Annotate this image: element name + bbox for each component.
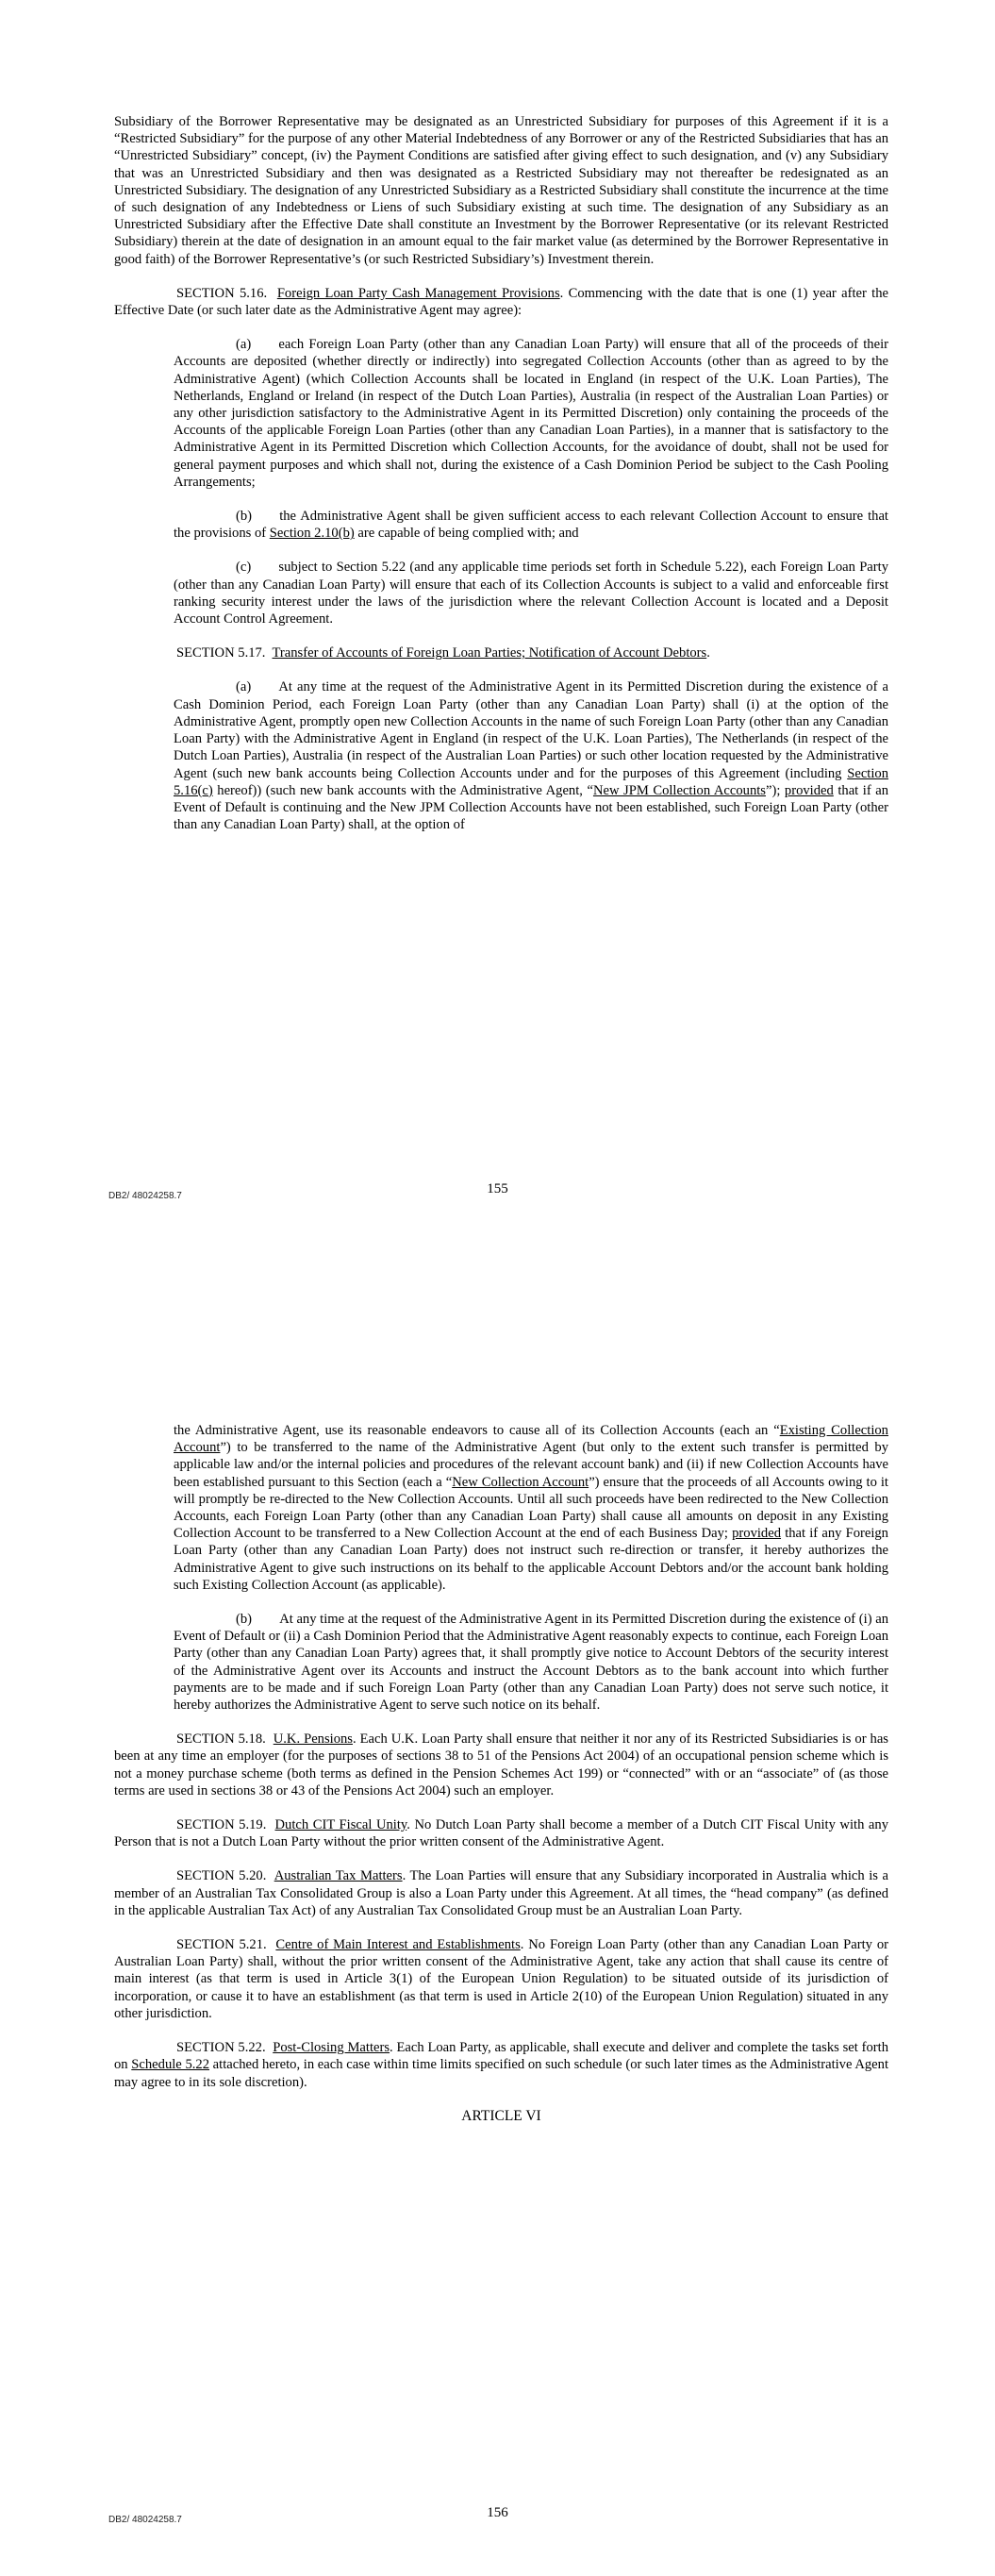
section-number: SECTION 5.18.	[176, 1731, 266, 1748]
section-title: Centre of Main Interest and Establishments	[275, 1937, 521, 1953]
page-156-body	[114, 1422, 888, 2142]
schedule-reference-link: Schedule 5.22	[131, 2057, 209, 2073]
section-5-21	[114, 1936, 888, 2022]
section-title: Dutch CIT Fiscal Unity	[274, 1817, 407, 1833]
section-5-16	[114, 285, 888, 319]
section-5-19	[114, 1816, 888, 1850]
paragraph-continuation: Subsidiary of the Borrower Representative may be designated as an Unrestricted Subsidiary for purposes of this Agreement if it is a “Restricted Subsidiary” for the purpose of any other Material Indebtedness of any Borrower or any of the Restricted Subsidiaries that has an “Unrestricted Subsidiary” concept, (iv) the Payment Conditions are satisfied after giving effect to such designation, and (v) any Subsidiary that was an Unrestricted Subsidiary and then was designated as a Restricted Subsidiary may not thereafter be redesignated as an Unrestricted Subsidiary. The designation of any Unrestricted Subsidiary as a Restricted Subsidiary shall constitute the incurrence at the time of such designation of any Indebtedness or Liens of such Subsidiary existing at such time. The designation of any Subsidiary as an Unrestricted Subsidiary after the Effective Date shall constitute an Investment by the Borrower Representative (or its relevant Restricted Subsidiary) therein at the date of designation in an amount equal to the fair market value (as determined by the Borrower Representative in good faith) of the Borrower Representative’s (or such Restricted Subsidiary’s) Investment therein.	[114, 114, 888, 267]
page-155-body	[114, 113, 888, 850]
article-heading: ARTICLE VI	[461, 2107, 541, 2124]
section-number: SECTION 5.19.	[176, 1817, 267, 1833]
clause-text: ”);	[765, 782, 785, 798]
page-number: 156	[487, 2505, 508, 2520]
section-number: SECTION 5.16.	[176, 285, 268, 301]
clause-text: the Administrative Agent, use its reasonable endeavors to cause all of its Collection Accounts (each an “	[174, 1423, 780, 1438]
section-number: SECTION 5.17.	[176, 645, 266, 661]
page-number: 155	[487, 1181, 508, 1196]
section-title: U.K. Pensions	[273, 1731, 353, 1748]
clause-5-16-a: (a) each Foreign Loan Party (other than any Canadian Loan Party) will ensure that all of the proceeds of their Accounts are deposited (whether directly or indirectly) into segregated Collection Accounts (other than as agreed to by the Administrative Agent) (which Collection Accounts shall be located in England (in respect of the U.K. Loan Parties), The Netherlands, England or Ireland (in respect of the Dutch Loan Parties), Australia (in respect of the Australian Loan Parties) or any other jurisdiction satisfactory to the Administrative Agent in its Permitted Discretion) only containing the proceeds of the Accounts of the applicable Foreign Loan Parties (other than any Canadian Loan Parties), in a manner that is satisfactory to the Administrative Agent in its Permitted Discretion which Collection Accounts, for the avoidance of doubt, shall not be used for general payment purposes and which shall not, during the existence of a Cash Dominion Period be subject to the Cash Pooling Arrangements;	[174, 337, 888, 490]
section-text: . Commencing with the date that is one (1) year after the Effective Date (or such later date as the Administrative Agent may agree):	[114, 285, 889, 319]
section-number: SECTION 5.22.	[176, 2040, 266, 2056]
section-5-20	[114, 1867, 888, 1919]
section-title: Post-Closing Matters	[273, 2040, 390, 2056]
clause-text: ”) ensure that the proceeds of all Accounts owing to it will promptly be re-directed to the New Collection Accounts. Until all such proceeds have been redirected to the New Collection Accounts, each Foreign Loan Party (other than any Canadian Loan Party) shall cause all amounts on deposit in any Existing Collection Account to be transferred to a New Collection Account at the end of each Business Day;	[174, 1474, 888, 1542]
section-text: . Each Loan Party, as applicable, shall execute and deliver and complete the tasks set forth on	[114, 2040, 888, 2073]
section-title: Transfer of Accounts of Foreign Loan Parties; Notification of Account Debtors	[272, 645, 707, 661]
document-page-156	[0, 1288, 995, 2576]
defined-term: New JPM Collection Accounts	[592, 782, 766, 798]
section-text: . No Foreign Loan Party (other than any Canadian Loan Party or Australian Loan Party) shall, without the prior written consent of the Administrative Agent, take any action that shall cause its centre of main interest (as that term is used in Article 3(1) of the European Union Regulation) to be situated outside of its jurisdiction of incorporation, or cause it to have an establishment (as that term is used in Article 2(10) of the European Union Regulation) situated in any other jurisdiction.	[114, 1937, 888, 2021]
section-reference-link: Section 5.16(c)	[174, 765, 888, 798]
clause-text: ”) to be transferred to the name of the Administrative Agent (but only to the extent such transfer is permitted by applicable law and/or the internal policies and procedures of the relevant account bank) and (ii) if new Collection Accounts have been established pursuant to this Section (each a “	[174, 1440, 888, 1490]
clause-text: hereof)) (such new bank accounts with the Administrative Agent, “	[212, 782, 593, 798]
section-reference-link: Section 2.10(b)	[269, 526, 355, 542]
clause-text: (a) At any time at the request of the Administrative Agent in its Permitted Discretion during the existence of a Cash Dominion Period, each Foreign Loan Party (other than any Canadian Loan Party) shall (i) at the option of the Administrative Agent, promptly open new Collection Accounts in the name of such Foreign Loan Party (other than any Canadian Loan Party) with the Administrative Agent in England (in respect of the U.K. Loan Parties), The Netherlands (in respect of the Dutch Loan Parties), Australia (in respect of the Australian Loan Parties) or such other location requested by the Administrative Agent (such new bank accounts being Collection Accounts under and for the purposes of this Agreement (including	[174, 679, 888, 781]
clause-5-17-a-continuation	[174, 1422, 888, 1594]
clause-5-16-b	[174, 508, 888, 542]
clause-5-17-a	[174, 678, 888, 833]
section-text: . No Dutch Loan Party shall become a member of a Dutch CIT Fiscal Unity with any Person that is not a Dutch Loan Party without the prior written consent of the Administrative Agent.	[114, 1817, 889, 1850]
clause-text: that if any Foreign Loan Party (other than any Canadian Loan Party) does not instruct such re-direction or transfer, it hereby authorizes the Administrative Agent to give such instructions on its behalf to the applicable Account Debtors and/or the account bank holding such Existing Collection Account (as applicable).	[174, 1526, 888, 1593]
defined-term: New Collection Account	[452, 1474, 589, 1490]
clause-5-17-b: (b) At any time at the request of the Administrative Agent in its Permitted Discretion during the existence of (i) an Event of Default or (ii) a Cash Dominion Period that the Administrative Agent reasonably expects to continue, each Foreign Loan Party (other than any Canadian Loan Party) agrees that, it shall promptly give notice to Account Debtors of the security interest of the Administrative Agent over its Accounts and instruct the Account Debtors as to the bank account into which further payments are to be made and if such Foreign Loan Party (other than any Canadian Loan Party) does not serve such notice, it hereby authorizes the Administrative Agent to serve such notice on its behalf.	[174, 1612, 888, 1714]
defined-term: Existing Collection Account	[174, 1423, 888, 1456]
section-text: . Each U.K. Loan Party shall ensure that neither it nor any of its Restricted Subsidiaries is or has been at any time an employer (for the purposes of sections 38 to 51 of the Pensions Act 2004) of an occupational pension scheme which is not a money purchase scheme (both terms as defined in the Pension Schemes Act 199) or “connected” with or an “associate” of (as those terms are used in sections 38 or 43 of the Pensions Act 2004) such an employer.	[114, 1731, 888, 1798]
clause-text: that if an Event of Default is continuing and the New JPM Collection Accounts have not been established, such Foreign Loan Party (other than any Canadian Loan Party) shall, at the option of	[174, 782, 888, 833]
section-5-18	[114, 1731, 888, 1799]
clause-5-16-c: (c) subject to Section 5.22 (and any applicable time periods set forth in Schedule 5.22), each Foreign Loan Party (other than any Canadian Loan Party) will ensure that each of its Collection Accounts is subject to a valid and enforceable first ranking security interest under the laws of the jurisdiction where the relevant Collection Account is located and a Deposit Account Control Agreement.	[174, 560, 888, 627]
section-number: SECTION 5.21.	[176, 1937, 267, 1953]
document-id-footer: DB2/ 48024258.7	[108, 1191, 182, 1201]
section-title: Australian Tax Matters	[274, 1868, 403, 1884]
section-title: Foreign Loan Party Cash Management Provisions	[276, 285, 560, 301]
section-text: . The Loan Parties will ensure that any Subsidiary incorporated in Australia which is a member of an Australian Tax Consolidated Group is also a Loan Party under this Agreement. At all times, the “head company” (as defined in the applicable Australian Tax Act) of any Australian Tax Consolidated Group must be an Australian Loan Party.	[114, 1868, 888, 1918]
section-text: attached hereto, in each case within time limits specified on such schedule (or such later times as the Administrative Agent may agree to in its sole discretion).	[114, 2057, 888, 2090]
clause-text: are capable of being complied with; and	[354, 526, 579, 542]
section-5-22	[114, 2039, 888, 2091]
proviso-word: provided	[732, 1526, 782, 1542]
section-5-17: SECTION 5.17. Transfer of Accounts of Foreign Loan Parties; Notification of Account Debtors.	[176, 645, 710, 661]
document-id-footer: DB2/ 48024258.7	[108, 2515, 182, 2525]
clause-text: (b) the Administrative Agent shall be given sufficient access to each relevant Collection Account to ensure that the provisions of	[174, 509, 888, 542]
section-number: SECTION 5.20.	[176, 1868, 267, 1884]
proviso-word: provided	[784, 782, 834, 798]
